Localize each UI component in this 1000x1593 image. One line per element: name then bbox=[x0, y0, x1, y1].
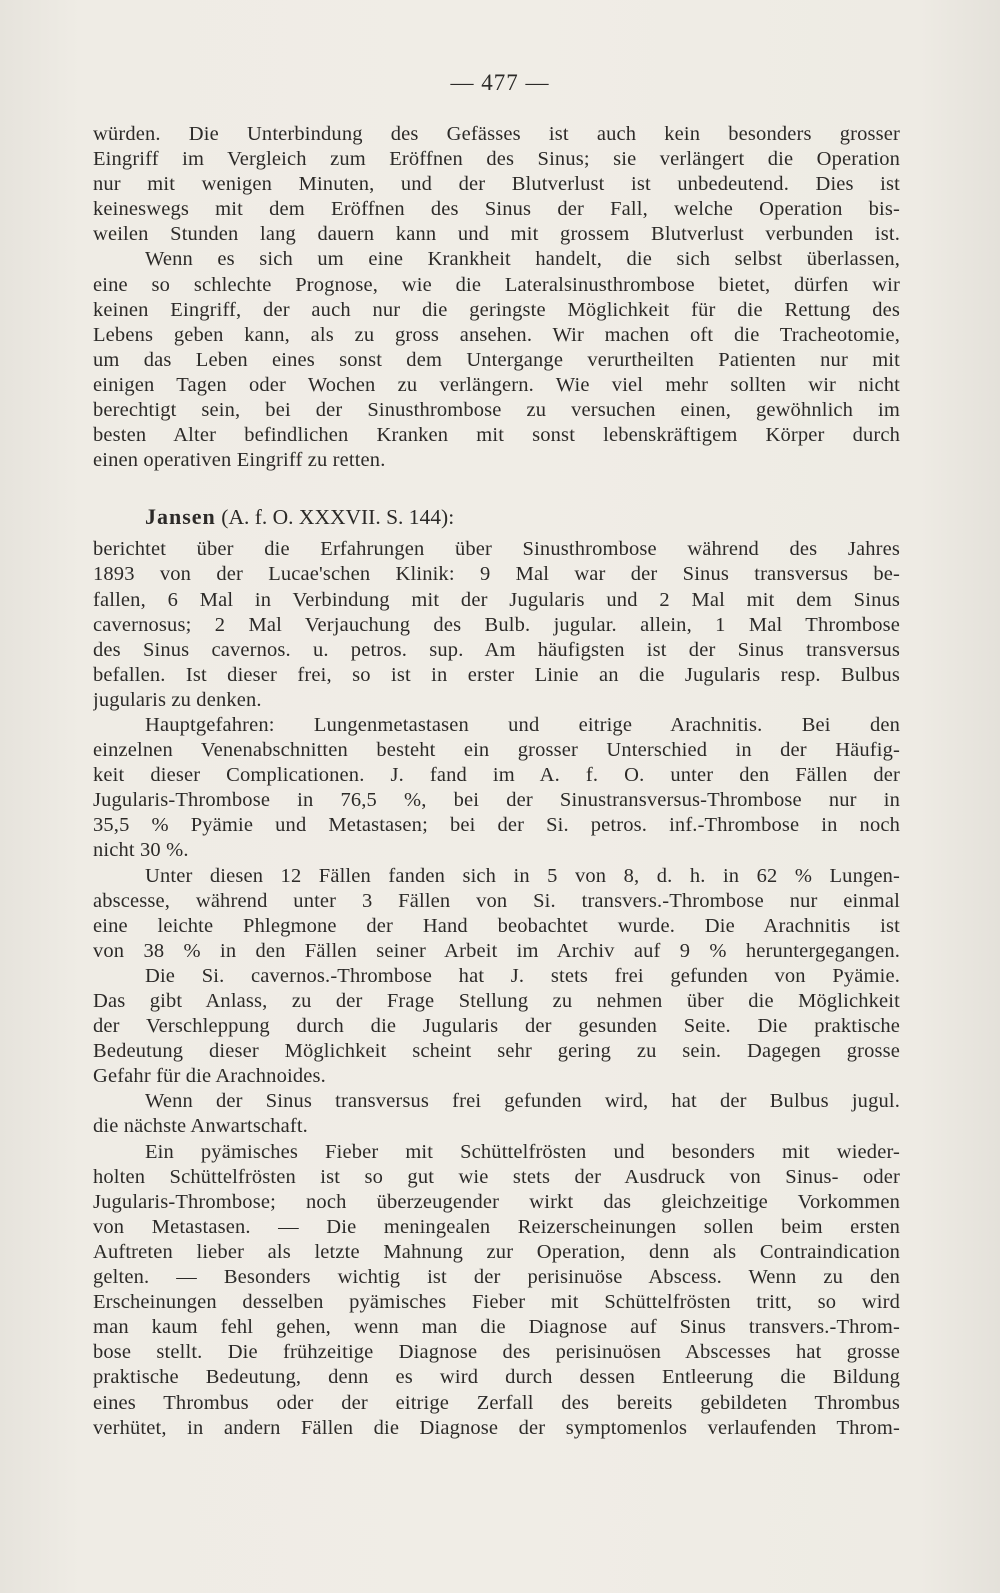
text-line: nicht 30 %. bbox=[93, 839, 189, 862]
text-line: von 38 % in den Fällen seiner Arbeit im Archiv auf 9 % heruntergegangen. bbox=[93, 939, 900, 962]
page-number: — 477 — bbox=[450, 70, 550, 95]
text-line: berichtet über die Erfahrungen über Sinusthrombose während des Jahres bbox=[93, 538, 900, 561]
paragraph bbox=[93, 964, 900, 1089]
text-line: bose stellt. Die frühzeitige Diagnose des perisinuösen Abscesses hat grosse bbox=[93, 1341, 900, 1364]
text-line: holten Schüttelfrösten ist so gut wie stets der Ausdruck von Sinus- oder bbox=[93, 1165, 900, 1188]
text-line: abscesse, während unter 3 Fällen von Si. transvers.-Thrombose nur einmal bbox=[93, 889, 900, 912]
paragraph bbox=[93, 247, 900, 473]
text-line: Ein pyämisches Fieber mit Schüttelfrösten und besonders mit wieder- bbox=[145, 1140, 900, 1163]
text-line: keinen Eingriff, der auch nur die geringste Möglichkeit für die Rettung des bbox=[93, 298, 900, 321]
text-line: besten Alter befindlichen Kranken mit sonst lebenskräftigem Körper durch bbox=[93, 424, 900, 447]
text-line: Gefahr für die Arachnoides. bbox=[93, 1065, 326, 1088]
text-line: Lebens geben kann, als zu gross ansehen. Wir machen oft die Tracheotomie, bbox=[93, 323, 900, 346]
text-line: Die Si. cavernos.-Thrombose hat J. stets frei gefunden von Pyämie. bbox=[145, 964, 900, 987]
paragraph bbox=[93, 1140, 900, 1441]
text-line: Wenn es sich um eine Krankheit handelt, die sich selbst überlassen, bbox=[145, 248, 900, 271]
text-line: würden. Die Unterbindung des Gefässes ist auch kein besonders grosser bbox=[93, 123, 900, 145]
body-text bbox=[93, 122, 900, 1441]
text-line: Eingriff im Vergleich zum Eröffnen des Sinus; sie verlängert die Operation bbox=[93, 148, 900, 171]
text-line: einigen Tagen oder Wochen zu verlängern. Wie viel mehr sollten wir nicht bbox=[93, 373, 900, 396]
text-line: 1893 von der Lucae'schen Klinik: 9 Mal war der Sinus transversus be- bbox=[93, 563, 900, 586]
text-line: einen operativen Eingriff zu retten. bbox=[93, 449, 386, 472]
text-line: Auftreten lieber als letzte Mahnung zur Operation, denn als Contraindication bbox=[93, 1240, 900, 1263]
heading-author: Jansen bbox=[145, 504, 216, 530]
section-heading bbox=[93, 497, 900, 537]
text-line: Jugularis-Thrombose in 76,5 %, bei der Sinustransversus-Thrombose nur in bbox=[93, 789, 900, 812]
text-line: eine leichte Phlegmone der Hand beobachtet wurde. Die Arachnitis ist bbox=[93, 914, 900, 937]
text-line: 35,5 % Pyämie und Metastasen; bei der Si. petros. inf.-Thrombose in noch bbox=[93, 814, 900, 837]
text-line: cavernosus; 2 Mal Verjauchung des Bulb. jugular. allein, 1 Mal Thrombose bbox=[93, 613, 900, 636]
text-line: weilen Stunden lang dauern kann und mit grossem Blutverlust verbunden ist. bbox=[93, 223, 900, 246]
text-line: praktische Bedeutung, denn es wird durch dessen Entleerung die Bildung bbox=[93, 1366, 900, 1389]
text-line: Das gibt Anlass, zu der Frage Stellung zu nehmen über die Möglichkeit bbox=[93, 990, 900, 1012]
text-line: um das Leben eines sonst dem Untergange verurtheilten Patienten nur mit bbox=[93, 348, 900, 371]
paragraph bbox=[93, 537, 900, 713]
text-line: keit dieser Complicationen. J. fand im A. f. O. unter den Fällen der bbox=[93, 764, 900, 787]
text-line: eine so schlechte Prognose, wie die Lateralsinusthrombose bietet, dürfen wir bbox=[93, 273, 900, 296]
text-line: einzelnen Venenabschnitten besteht ein grosser Unterschied in der Häufig- bbox=[93, 739, 900, 762]
paragraph bbox=[93, 713, 900, 864]
text-line: man kaum fehl gehen, wenn man die Diagnose auf Sinus transvers.-Throm- bbox=[93, 1316, 900, 1339]
paragraph bbox=[93, 122, 900, 247]
text-line: Hauptgefahren: Lungenmetastasen und eitrige Arachnitis. Bei den bbox=[145, 713, 900, 736]
text-line: fallen, 6 Mal in Verbindung mit der Jugularis und 2 Mal mit dem Sinus bbox=[93, 588, 900, 611]
text-line: des Sinus cavernos. u. petros. sup. Am häufigsten ist der Sinus transversus bbox=[93, 638, 900, 661]
text-line: Erscheinungen desselben pyämisches Fieber mit Schüttelfrösten tritt, so wird bbox=[93, 1291, 900, 1314]
text-line: jugularis zu denken. bbox=[93, 688, 262, 711]
text-line: Wenn der Sinus transversus frei gefunden wird, hat der Bulbus jugul. bbox=[145, 1090, 900, 1113]
text-line: verhütet, in andern Fällen die Diagnose der symptomenlos verlaufenden Throm- bbox=[93, 1416, 900, 1439]
text-line: keineswegs mit dem Eröffnen des Sinus der Fall, welche Operation bis- bbox=[93, 198, 900, 221]
text-line: eines Thrombus oder der eitrige Zerfall des bereits gebildeten Thrombus bbox=[93, 1391, 900, 1414]
paragraph bbox=[93, 1089, 900, 1139]
heading-reference: (A. f. O. XXXVII. S. 144): bbox=[221, 505, 455, 530]
text-line: Jugularis-Thrombose; noch überzeugender wirkt das gleichzeitige Vorkommen bbox=[93, 1190, 900, 1213]
text-line: befallen. Ist dieser frei, so ist in erster Linie an die Jugularis resp. Bulbus bbox=[93, 663, 900, 686]
text-line: berechtigt sein, bei der Sinusthrombose zu versuchen einen, gewöhnlich im bbox=[93, 399, 900, 422]
text-line: Bedeutung dieser Möglichkeit scheint sehr gering zu sein. Dagegen grosse bbox=[93, 1040, 900, 1063]
text-line: Unter diesen 12 Fällen fanden sich in 5 von 8, d. h. in 62 % Lungen- bbox=[145, 864, 900, 887]
text-line: gelten. — Besonders wichtig ist der perisinuöse Abscess. Wenn zu den bbox=[93, 1266, 900, 1289]
text-line: von Metastasen. — Die meningealen Reizerscheinungen sollen beim ersten bbox=[93, 1215, 900, 1238]
text-line: die nächste Anwartschaft. bbox=[93, 1115, 308, 1138]
text-line: nur mit wenigen Minuten, und der Blutverlust ist unbedeutend. Dies ist bbox=[93, 173, 900, 196]
text-line: der Verschleppung durch die Jugularis der gesunden Seite. Die praktische bbox=[93, 1015, 900, 1038]
paragraph bbox=[93, 864, 900, 964]
